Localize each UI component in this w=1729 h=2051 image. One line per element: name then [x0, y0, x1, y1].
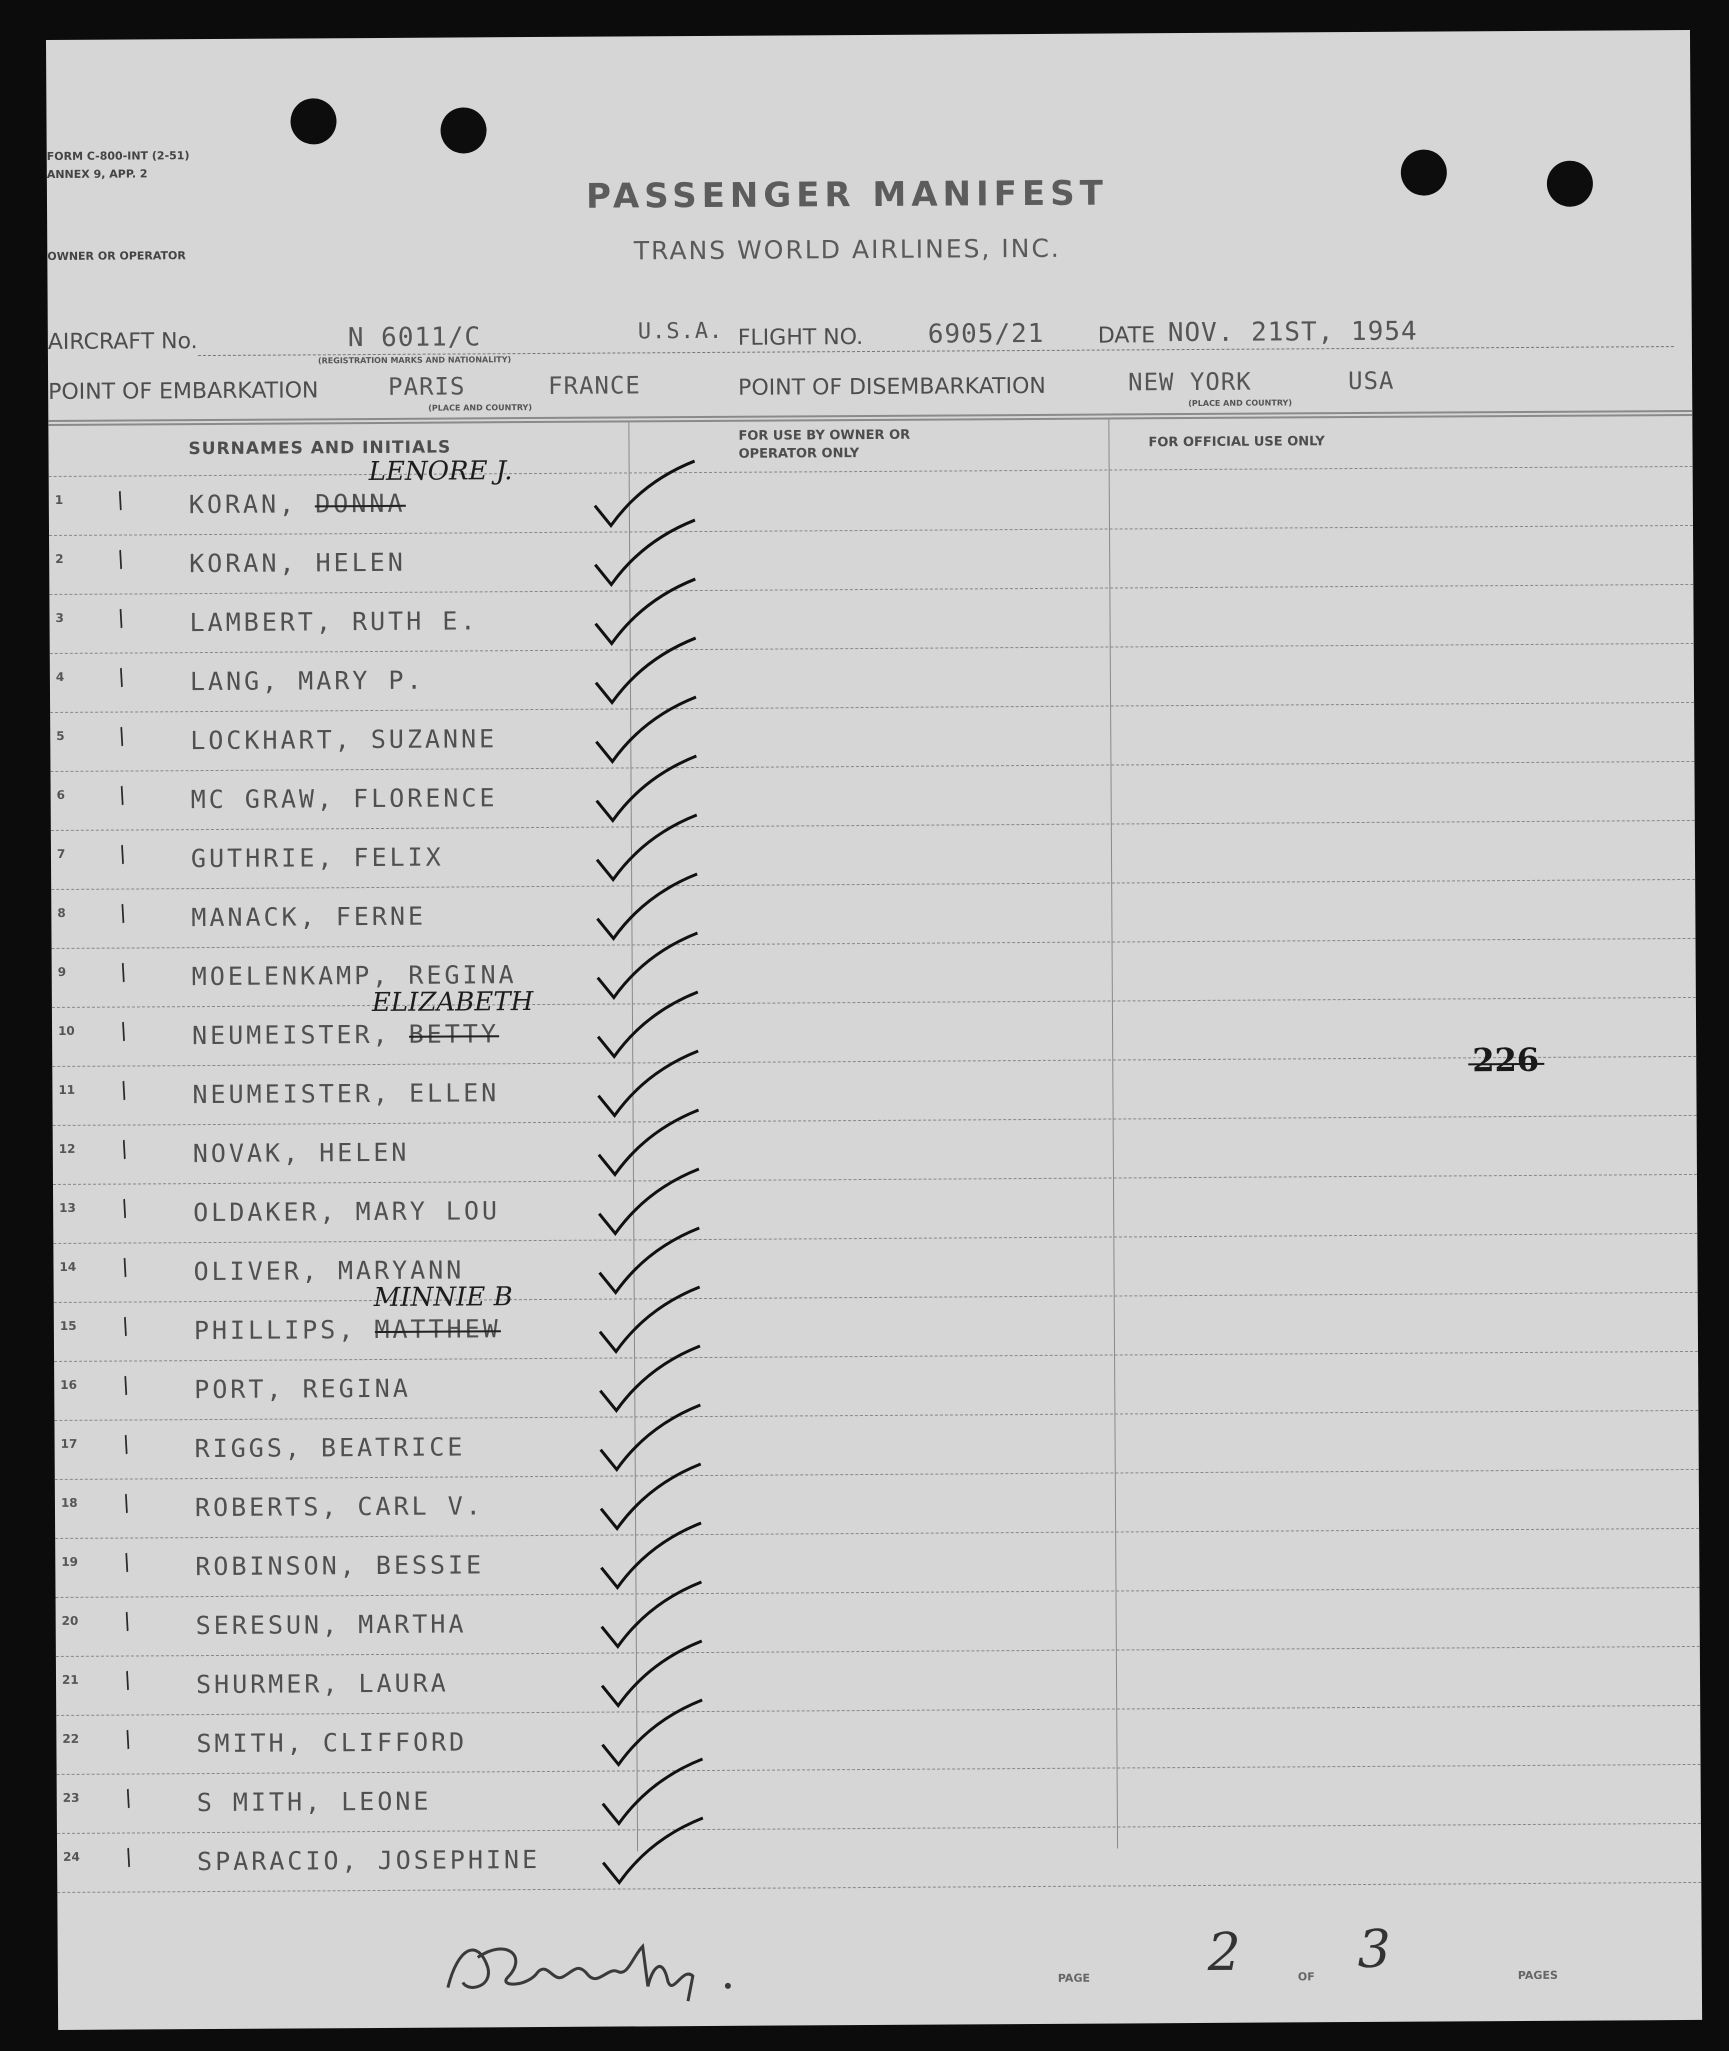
passenger-name: PHILLIPS, MATTHEW	[193, 1314, 501, 1346]
carrier-name: TRANS WORLD AIRLINES, INC.	[633, 233, 1061, 266]
row-number: 6	[56, 787, 66, 802]
of-value: 3	[1357, 1919, 1391, 1981]
row-number: 10	[58, 1023, 75, 1038]
passenger-row	[51, 880, 1695, 949]
passenger-row	[55, 1470, 1699, 1539]
passenger-name: NEUMEISTER, BETTY	[191, 1019, 500, 1051]
passenger-name: OLIVER, MARYANN	[193, 1255, 465, 1287]
handwritten-correction: LENORE J.	[368, 456, 513, 488]
row-number: 14	[59, 1259, 77, 1274]
passenger-name: S MITH, LEONE	[196, 1786, 432, 1818]
passenger-row	[49, 526, 1693, 595]
row-number: 12	[58, 1141, 76, 1156]
flight-value: 6905/21	[927, 318, 1045, 350]
row-number: 15	[59, 1318, 77, 1333]
row-number: 11	[58, 1082, 76, 1097]
passenger-row	[55, 1529, 1699, 1598]
passenger-name: RIGGS, BEATRICE	[194, 1432, 466, 1464]
embark-city: PARIS	[388, 372, 466, 401]
tally-mark: /	[113, 547, 129, 574]
punch-hole	[1401, 149, 1447, 195]
of-label: OF	[1297, 1970, 1315, 1984]
tally-mark: /	[116, 1137, 133, 1164]
passenger-name: MC GRAW, FLORENCE	[190, 783, 498, 815]
tally-mark: /	[118, 1373, 134, 1400]
tally-mark: /	[119, 1550, 135, 1577]
tally-mark: /	[120, 1845, 137, 1872]
row-number: 17	[60, 1436, 78, 1451]
form-annex: ANNEX 9, APP. 2	[46, 167, 148, 181]
tally-mark: /	[116, 1078, 132, 1105]
passenger-name: GUTHRIE, FELIX	[190, 842, 444, 874]
tally-mark: /	[120, 1727, 136, 1754]
page-label: PAGE	[1057, 1971, 1091, 1985]
tally-mark: /	[120, 1786, 137, 1813]
aircraft-country: U.S.A.	[637, 318, 724, 345]
passenger-row	[57, 1765, 1701, 1834]
row-number: 7	[56, 846, 66, 861]
tally-mark: /	[113, 665, 130, 692]
passenger-name: NEUMEISTER, ELLEN	[192, 1078, 500, 1110]
embark-label: POINT OF EMBARKATION	[48, 378, 319, 405]
row-number: 5	[56, 728, 65, 743]
disembark-label: POINT OF DISEMBARKATION	[738, 373, 1046, 401]
passenger-row	[51, 821, 1695, 890]
row-number: 19	[61, 1554, 79, 1569]
passenger-name: MANACK, FERNE	[191, 901, 427, 933]
tally-mark: /	[117, 1255, 134, 1282]
passenger-row	[49, 585, 1693, 654]
passenger-row	[57, 1824, 1701, 1893]
column-owner-use: FOR USE BY OWNER OR OPERATOR ONLY	[738, 427, 911, 462]
row-number: 20	[61, 1613, 79, 1628]
tally-mark: /	[112, 488, 129, 515]
row-number: 8	[57, 905, 66, 920]
punch-hole	[290, 98, 336, 144]
punch-hole	[1547, 161, 1593, 207]
tally-mark: /	[115, 901, 131, 928]
passenger-name: KORAN, HELEN	[189, 547, 406, 579]
passenger-name: SERESUN, MARTHA	[195, 1609, 467, 1641]
passenger-name: SMITH, CLIFFORD	[196, 1727, 468, 1759]
passenger-name: ROBINSON, BESSIE	[195, 1550, 485, 1582]
passenger-name: LOCKHART, SUZANNE	[190, 724, 498, 756]
row-number: 18	[60, 1495, 78, 1510]
tally-mark: /	[119, 1668, 136, 1695]
row-rule	[57, 1882, 1701, 1893]
passenger-name: LANG, MARY P.	[189, 665, 425, 697]
checkmark-icon	[597, 1810, 707, 1891]
passenger-row	[50, 703, 1694, 772]
passenger-row	[56, 1647, 1700, 1716]
manifest-sheet	[46, 30, 1702, 2030]
passenger-row	[56, 1706, 1700, 1775]
passenger-row	[54, 1352, 1698, 1421]
tally-mark: /	[113, 606, 130, 633]
row-number: 23	[62, 1790, 80, 1805]
passenger-name: ROBERTS, CARL V.	[194, 1491, 484, 1523]
tally-mark: /	[119, 1609, 136, 1636]
aircraft-label: AIRCRAFT No.	[47, 329, 198, 355]
disembark-city: NEW YORK	[1128, 367, 1252, 397]
flight-label: FLIGHT NO.	[737, 325, 864, 351]
embark-sublabel: (PLACE AND COUNTRY)	[428, 403, 533, 413]
row-number: 21	[61, 1672, 79, 1687]
passenger-name: SPARACIO, JOSEPHINE	[197, 1845, 541, 1877]
passenger-row	[52, 987, 1696, 1067]
disembark-country: USA	[1348, 366, 1395, 396]
passenger-row	[53, 1234, 1697, 1303]
passenger-name: OLDAKER, MARY LOU	[193, 1196, 501, 1228]
row-number: 22	[62, 1731, 80, 1746]
disembark-sublabel: (PLACE AND COUNTRY)	[1188, 398, 1293, 409]
owner-operator-label: OWNER OR OPERATOR	[47, 249, 186, 263]
date-value: NOV. 21ST, 1954	[1167, 316, 1418, 349]
row-number: 1	[54, 492, 64, 507]
passenger-row	[50, 762, 1694, 831]
form-number: FORM C-800-INT (2-51)	[46, 149, 190, 163]
tally-mark: /	[118, 1432, 135, 1459]
tally-mark: /	[115, 960, 132, 987]
tally-mark: /	[117, 1196, 133, 1223]
row-number: 16	[60, 1377, 77, 1392]
tally-mark: /	[115, 1019, 132, 1046]
passenger-row	[50, 644, 1694, 713]
passenger-row	[56, 1588, 1700, 1657]
tally-mark: /	[118, 1491, 135, 1518]
passenger-name: MOELENKAMP, REGINA	[191, 960, 517, 992]
tally-mark: /	[117, 1314, 134, 1341]
passenger-name: NOVAK, HELEN	[192, 1137, 410, 1169]
tally-mark: /	[114, 783, 131, 810]
row-number: 24	[63, 1849, 80, 1864]
row-number: 4	[55, 669, 65, 684]
passenger-row	[54, 1282, 1698, 1362]
page-title: PASSENGER MANIFEST	[585, 173, 1108, 217]
passenger-name: SHURMER, LAURA	[195, 1668, 449, 1700]
handwritten-correction: ELIZABETH	[371, 987, 534, 1019]
passenger-name: KORAN, DONNA	[188, 488, 406, 520]
embark-country: FRANCE	[548, 371, 641, 400]
handwritten-correction: MINNIE B	[373, 1282, 513, 1314]
column-official-use: FOR OFFICIAL USE ONLY	[1148, 434, 1325, 451]
column-surnames: SURNAMES AND INITIALS	[188, 437, 452, 460]
row-number: 9	[57, 964, 67, 979]
tally-mark: /	[114, 842, 131, 869]
passenger-row	[52, 939, 1696, 1008]
page-value: 2	[1207, 1922, 1241, 1983]
passenger-row	[52, 1057, 1696, 1126]
aircraft-value: N 6011/C	[347, 322, 482, 354]
row-number: 2	[55, 551, 64, 566]
passenger-name: PORT, REGINA	[194, 1373, 411, 1405]
punch-hole	[440, 107, 486, 153]
passenger-row	[49, 456, 1693, 536]
tally-mark: /	[114, 724, 130, 751]
passenger-row	[53, 1116, 1697, 1185]
official-stamp-number: 226	[1472, 1040, 1540, 1080]
passenger-row	[53, 1175, 1697, 1244]
row-number: 3	[55, 610, 64, 625]
signature	[438, 1926, 768, 2008]
aircraft-sublabel: (REGISTRATION MARKS AND NATIONALITY)	[317, 355, 512, 366]
pages-label: PAGES	[1517, 1968, 1558, 1983]
row-number: 13	[59, 1200, 76, 1215]
passenger-name: LAMBERT, RUTH E.	[189, 606, 479, 638]
passenger-row	[54, 1411, 1698, 1480]
date-label: DATE	[1097, 323, 1156, 349]
